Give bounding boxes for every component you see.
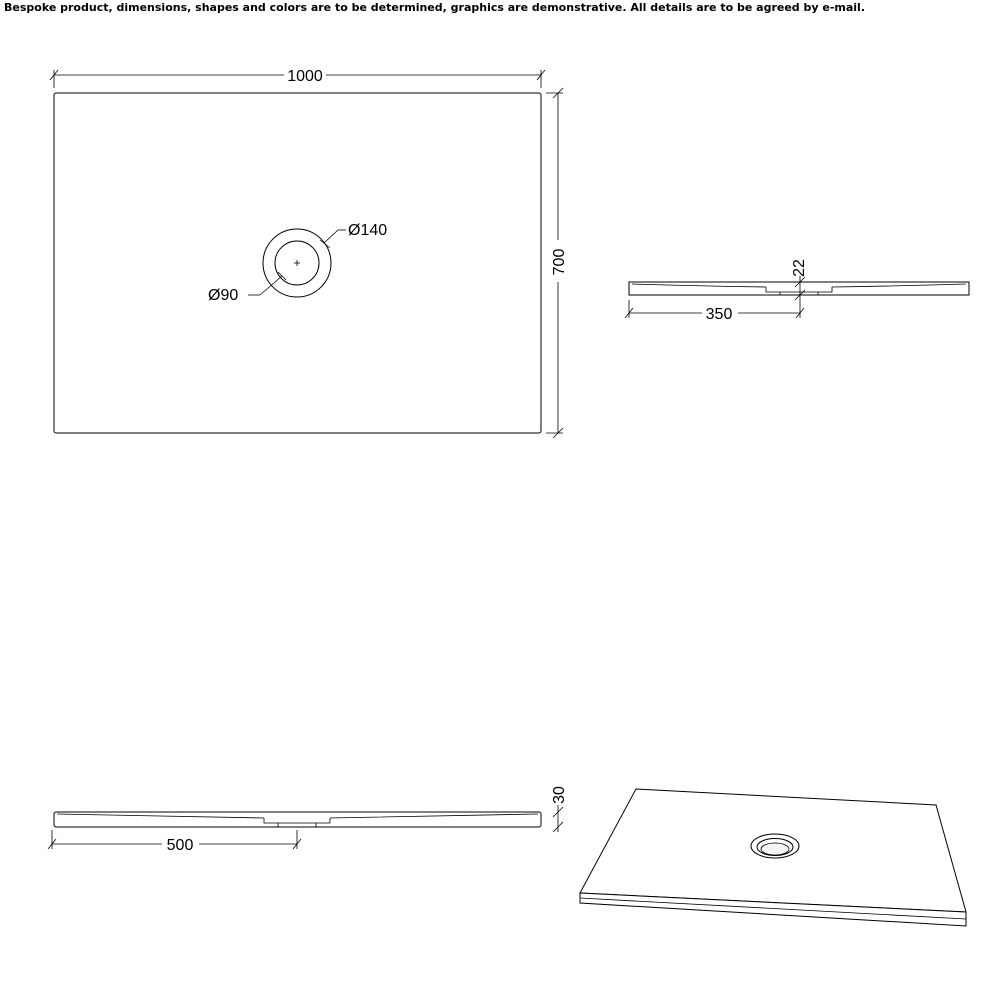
inner-diameter-leader [248, 272, 286, 295]
thickness-label-short: 22 [791, 259, 808, 277]
drain-offset-label-long: 500 [166, 837, 194, 854]
drain-offset-label-short: 350 [705, 306, 733, 323]
outer-diameter-leader [320, 230, 346, 248]
top-view [50, 68, 568, 438]
side-view-long [48, 786, 568, 854]
drain-recess-long [264, 818, 330, 823]
height-label: 700 [551, 248, 568, 276]
slope-line-short [632, 284, 966, 287]
thickness-dimension-short [795, 276, 805, 300]
iso-drain-inner [761, 843, 789, 855]
inner-diameter-label: Ø90 [208, 287, 239, 304]
outer-diameter-label: Ø140 [348, 222, 388, 239]
isometric-view [580, 789, 966, 926]
thickness-label-long: 30 [551, 786, 568, 804]
width-label: 1000 [287, 68, 323, 85]
disclaimer-note: Bespoke product, dimensions, shapes and colors are to be determined, graphics are demonstrative. All details are to be agreed by e-mail. [4, 1, 866, 14]
drain-recess-short [766, 287, 832, 292]
tray-profile-short [629, 282, 969, 295]
drain-center-mark [294, 260, 300, 266]
tray-profile-long [54, 812, 541, 827]
side-view-short [625, 259, 969, 323]
slope-line-long [57, 814, 538, 818]
thickness-dimension-long [553, 805, 563, 832]
